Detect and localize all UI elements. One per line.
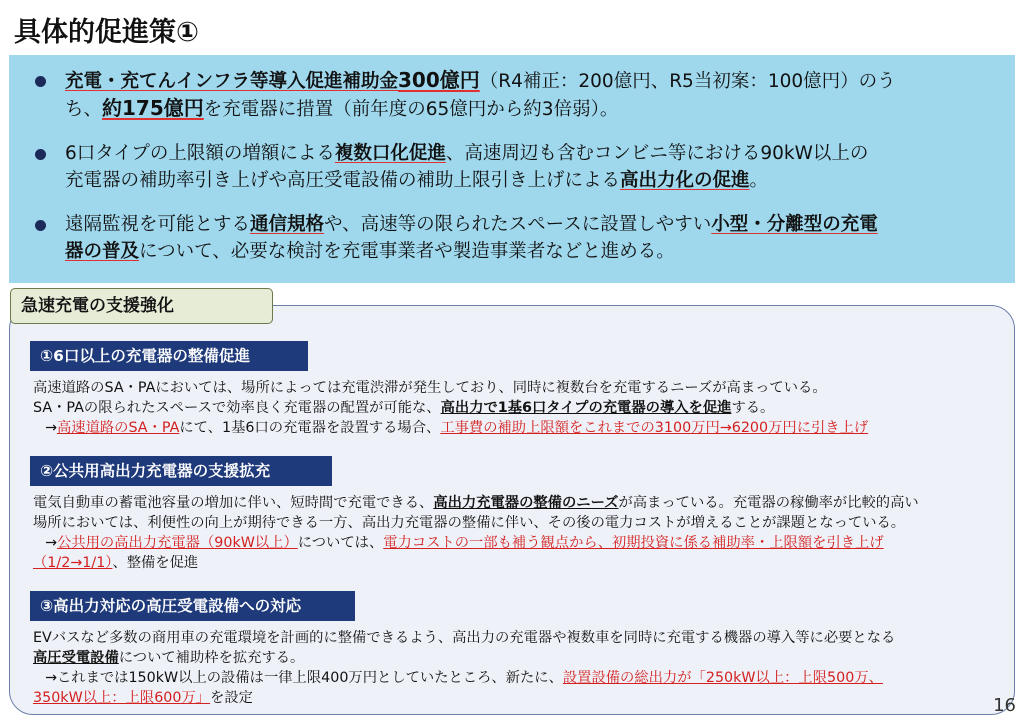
text: や、高速等の限られたスペースに設置しやすい — [324, 214, 712, 235]
text: を設定 — [210, 690, 253, 706]
s2-line-4 — [33, 553, 198, 573]
text: 充電器の補助率引き上げや高圧受電設備の補助上限引き上げによる — [65, 170, 621, 191]
bullet-dot-icon — [35, 149, 46, 160]
bullet-dot-icon — [35, 76, 46, 87]
highlight: 高出力で1基6口タイプの充電器の導入を促進 — [440, 400, 732, 416]
highlight-compact-cont: 器の普及 — [65, 241, 140, 262]
text: 遠隔監視を可能とする — [65, 214, 251, 235]
highlight-high-output: 高出力化の促進 — [620, 170, 750, 191]
section-3-heading: ③高出力対応の高圧受電設備への対応 — [30, 591, 355, 621]
s2-line-3 — [45, 533, 884, 553]
subsidy-amount: 300億円 — [398, 68, 480, 92]
s1-line-2 — [33, 398, 774, 418]
s3-line-2 — [33, 648, 304, 668]
arrow: → — [45, 535, 57, 551]
section-2-heading: ②公共用高出力充電器の支援拡充 — [30, 456, 332, 486]
text: 6口タイプの上限額の増額による — [65, 143, 335, 164]
s1-line-1: 高速道路のSA・PAにおいては、場所によっては充電渋滞が発生しており、同時に複数台を充電するニーズが高まっている。 — [33, 380, 827, 396]
text: ち、 — [65, 99, 103, 120]
page-title: 具体的促進策① — [14, 17, 199, 48]
bullet-dot-icon — [35, 220, 46, 231]
text: 、高速周辺も含むコンビニ等における90kW以上の — [445, 143, 869, 164]
s1-line-3 — [45, 418, 868, 438]
red-highlight: （1/2→1/1） — [33, 555, 113, 571]
text: 。 — [749, 170, 769, 191]
section-1-heading: ①6口以上の充電器の整備促進 — [30, 341, 308, 371]
text: を充電器に措置（前年度の65億円から約3倍弱）。 — [203, 99, 619, 120]
panel-label: 急速充電の支援強化 — [10, 288, 273, 324]
highlight: 高出力充電器の整備のニーズ — [433, 495, 619, 511]
summary-box — [9, 55, 1015, 283]
s3-line-3 — [45, 668, 883, 688]
highlight-comm-standard: 通信規格 — [250, 214, 325, 235]
text: にて、1基6口の充電器を設置する場合、 — [179, 420, 441, 436]
text: →これまでは150kW以上の設備は一律上限400万円としていたところ、新たに、 — [45, 670, 563, 686]
s2-line-2: 場所においては、利便性の向上が期待できる一方、高出力充電器の整備に伴い、その後の電力コストが増えることが課題となっている。 — [33, 515, 906, 531]
red-highlight: 高速道路のSA・PA — [56, 420, 180, 436]
s2-line-1 — [33, 493, 919, 513]
arrow: → — [45, 420, 57, 436]
text: する。 — [731, 400, 775, 416]
text: について補助枠を拡充する。 — [118, 650, 305, 666]
text: について、必要な検討を充電事業者や製造事業者などと進める。 — [139, 241, 675, 262]
red-highlight: 公共用の高出力充電器（90kW以上） — [56, 535, 298, 551]
summary-bullet-2 — [35, 140, 1001, 194]
summary-bullet-3 — [35, 211, 1001, 265]
charger-amount: 約175億円 — [102, 96, 204, 120]
text: については、 — [297, 535, 384, 551]
subsidy-name: 充電・充てんインフラ等導入促進補助金 — [65, 71, 399, 92]
highlight-multi-port: 複数口化促進 — [334, 143, 446, 164]
highlight: 高圧受電設備 — [33, 650, 119, 666]
text: 電気自動車の蓄電池容量の増加に伴い、短時間で充電できる、 — [33, 495, 434, 511]
subsidy-breakdown: （R4補正：200億円、R5当初案：100億円）のう — [479, 71, 896, 92]
text: が高まっている。充電器の稼働率が比較的高い — [618, 495, 919, 511]
red-highlight: 工事費の補助上限額をこれまでの3100万円→6200万円に引き上げ — [440, 420, 869, 436]
highlight-compact: 小型・分離型の充電 — [711, 214, 878, 235]
red-highlight: 設置設備の総出力が「250kW以上：上限500万、 — [562, 670, 883, 686]
s3-line-4 — [33, 688, 253, 708]
s3-line-1: EVバスなど多数の商用車の充電環境を計画的に整備できるよう、高出力の充電器や複数車を同時に充電する機器の導入等に必要となる — [33, 630, 896, 646]
text: 、整備を促進 — [112, 555, 199, 571]
red-highlight: 電力コストの一部も補う観点から、初期投資に係る補助率・上限額を引き上げ — [383, 535, 884, 551]
red-highlight: 350kW以上：上限600万」 — [33, 690, 211, 706]
summary-bullet-1 — [35, 67, 1001, 123]
text: SA・PAの限られたスペースで効率良く充電器の配置が可能な、 — [33, 400, 441, 416]
page-number: 16 — [993, 695, 1016, 716]
